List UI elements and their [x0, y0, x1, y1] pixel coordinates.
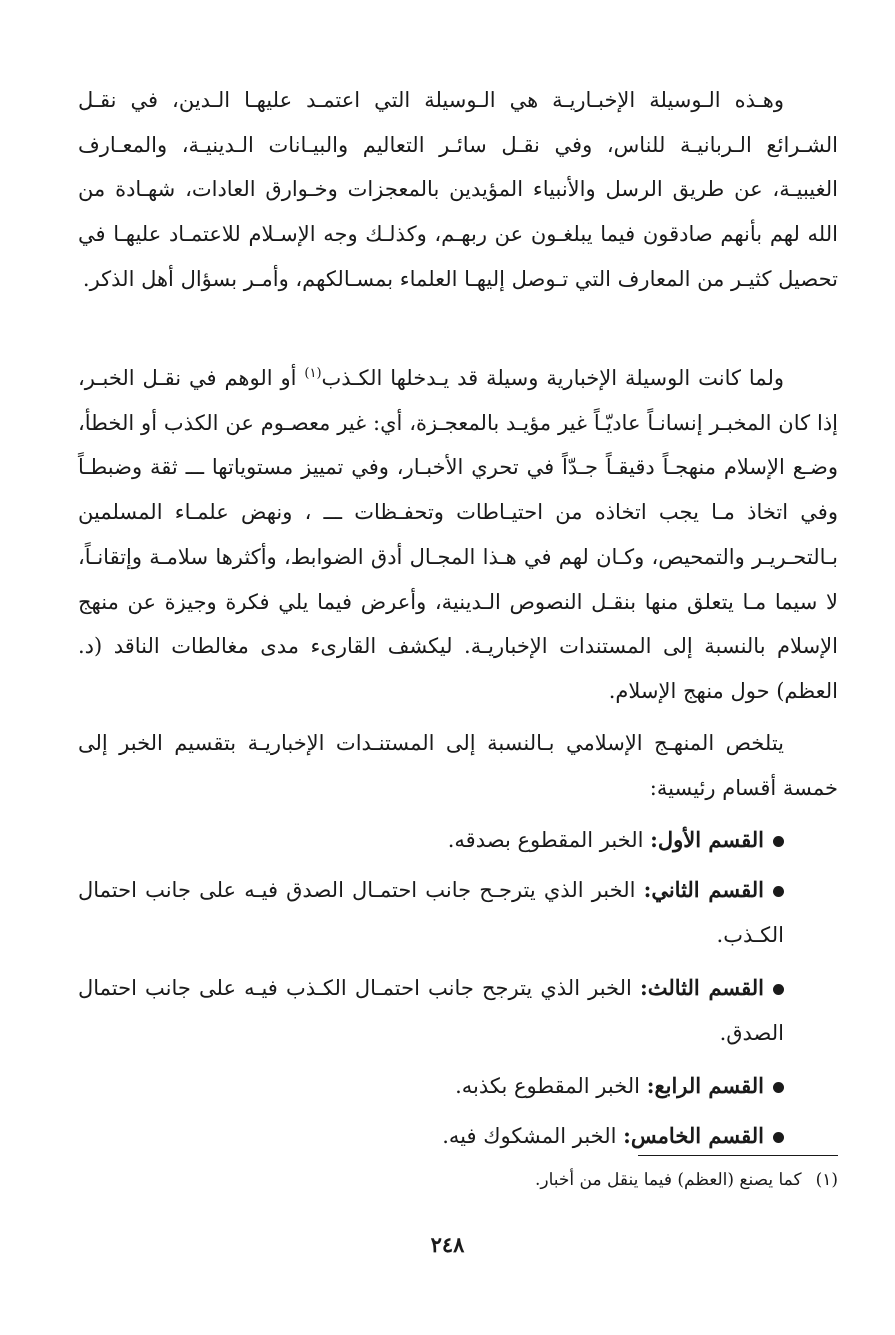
section-text: الخبر الذي يترجـح جانب احتمـال الصدق فيـه على جانب احتمال الكـذب.	[78, 878, 784, 947]
paragraph-intro: وهـذه الـوسيلة الإخبـاريـة هي الـوسيلة التي اعتمـد عليهـا الـدين، في نقـل الشـرائع الـربانيـة للناس، وفي نقـل سائـر التعاليم والبيـانات الـدينيـة، والمعـارف الغيبيـة، عن طريق الرسل والأنبياء المؤيدين بالمعجزات وخـوارق العادات، شهـادة من الله لهم بأنهم صادقون فيما يبلغـون عن ربهـم، وكذلـك وجه الإسـلام للاعتمـاد عليهـا في تحصيل كثيـر من المعارف التي تـوصل إليهـا العلماء بمسـالكهم، وأمـر بسؤال أهل الذكر.	[78, 88, 838, 291]
bullet-icon	[773, 984, 784, 995]
page-body	[78, 78, 838, 1164]
section-text: الخبر المقطوع بصدقه.	[447, 828, 644, 852]
section-text: الخبر المقطوع بكذبه.	[455, 1074, 640, 1098]
list-item	[78, 1064, 838, 1114]
paragraph-methodology-start: ولما كانت الوسيلة الإخبارية وسيلة قد يـدخلها الكـذب	[321, 366, 784, 390]
section-title: القسم الأول:	[650, 827, 764, 852]
section-title: القسم الرابع:	[646, 1073, 764, 1098]
bullet-icon	[773, 1082, 784, 1093]
bullet-icon	[773, 1132, 784, 1143]
footnote-divider	[638, 1155, 838, 1156]
list-item	[78, 966, 838, 1064]
paragraph-methodology	[78, 356, 838, 711]
bullet-icon	[773, 836, 784, 847]
footnote-text: كما يصنع (العظم) فيما ينقل من أخبار.	[534, 1170, 802, 1190]
paragraph-classification: يتلخص المنهـج الإسلامي بـالنسبة إلى المستنـدات الإخباريـة بتقسيم الخبر إلى خمسة أقسام رئيسية:	[78, 731, 838, 800]
news-categories-list	[78, 818, 838, 1164]
section-title: القسم الخامس:	[623, 1123, 764, 1148]
section-text: الخبر الذي يترجح جانب احتمـال الكـذب فيـه على جانب احتمال الصدق.	[78, 976, 784, 1045]
list-item	[78, 868, 838, 966]
section-title: القسم الثاني:	[643, 877, 764, 902]
paragraph-methodology-rest: أو الوهم في نقـل الخبـر، إذا كان المخبـر إنسانـاً عاديّـاً غير مؤيـد بالمعجـزة، أي: غير معصـوم عن الكذب أو الخطأ، وضـع الإسلام منهجـاً دقيقـاً جـدّاً في تحري الأخبـار، وفي تمييز مستوياتها ـــ ثقة وضبطـاً وفي اتخاذ مـا يجب اتخاذه من احتيـاطات وتحفـظات ـــ ، ونهض علمـاء المسلمين بـالتحـريـر والتمحيص، وكـان لهم في هـذا المجـال أدق الضوابط، وأكثرها سلامـة وإتقانـاً، لا سيما مـا يتعلق منها بنقـل النصوص الـدينية، وأعرض فيما يلي فكرة وجيزة عن منهج الإسلام بالنسبة إلى المستندات الإخباريـة. ليكشف القارىء مدى مغالطات الناقد (د. العظم) حول منهج الإسلام.	[78, 366, 838, 703]
section-text: الخبر المشكوك فيه.	[442, 1124, 617, 1148]
bullet-icon	[773, 886, 784, 897]
section-title: القسم الثالث:	[639, 975, 765, 1000]
list-item	[78, 1114, 838, 1164]
page-number: ٢٤٨	[430, 1232, 465, 1257]
footnote-reference[interactable]: (١)	[304, 366, 322, 381]
footnote	[78, 1165, 838, 1195]
list-item	[78, 818, 838, 868]
footnote-number: (١)	[815, 1170, 838, 1190]
